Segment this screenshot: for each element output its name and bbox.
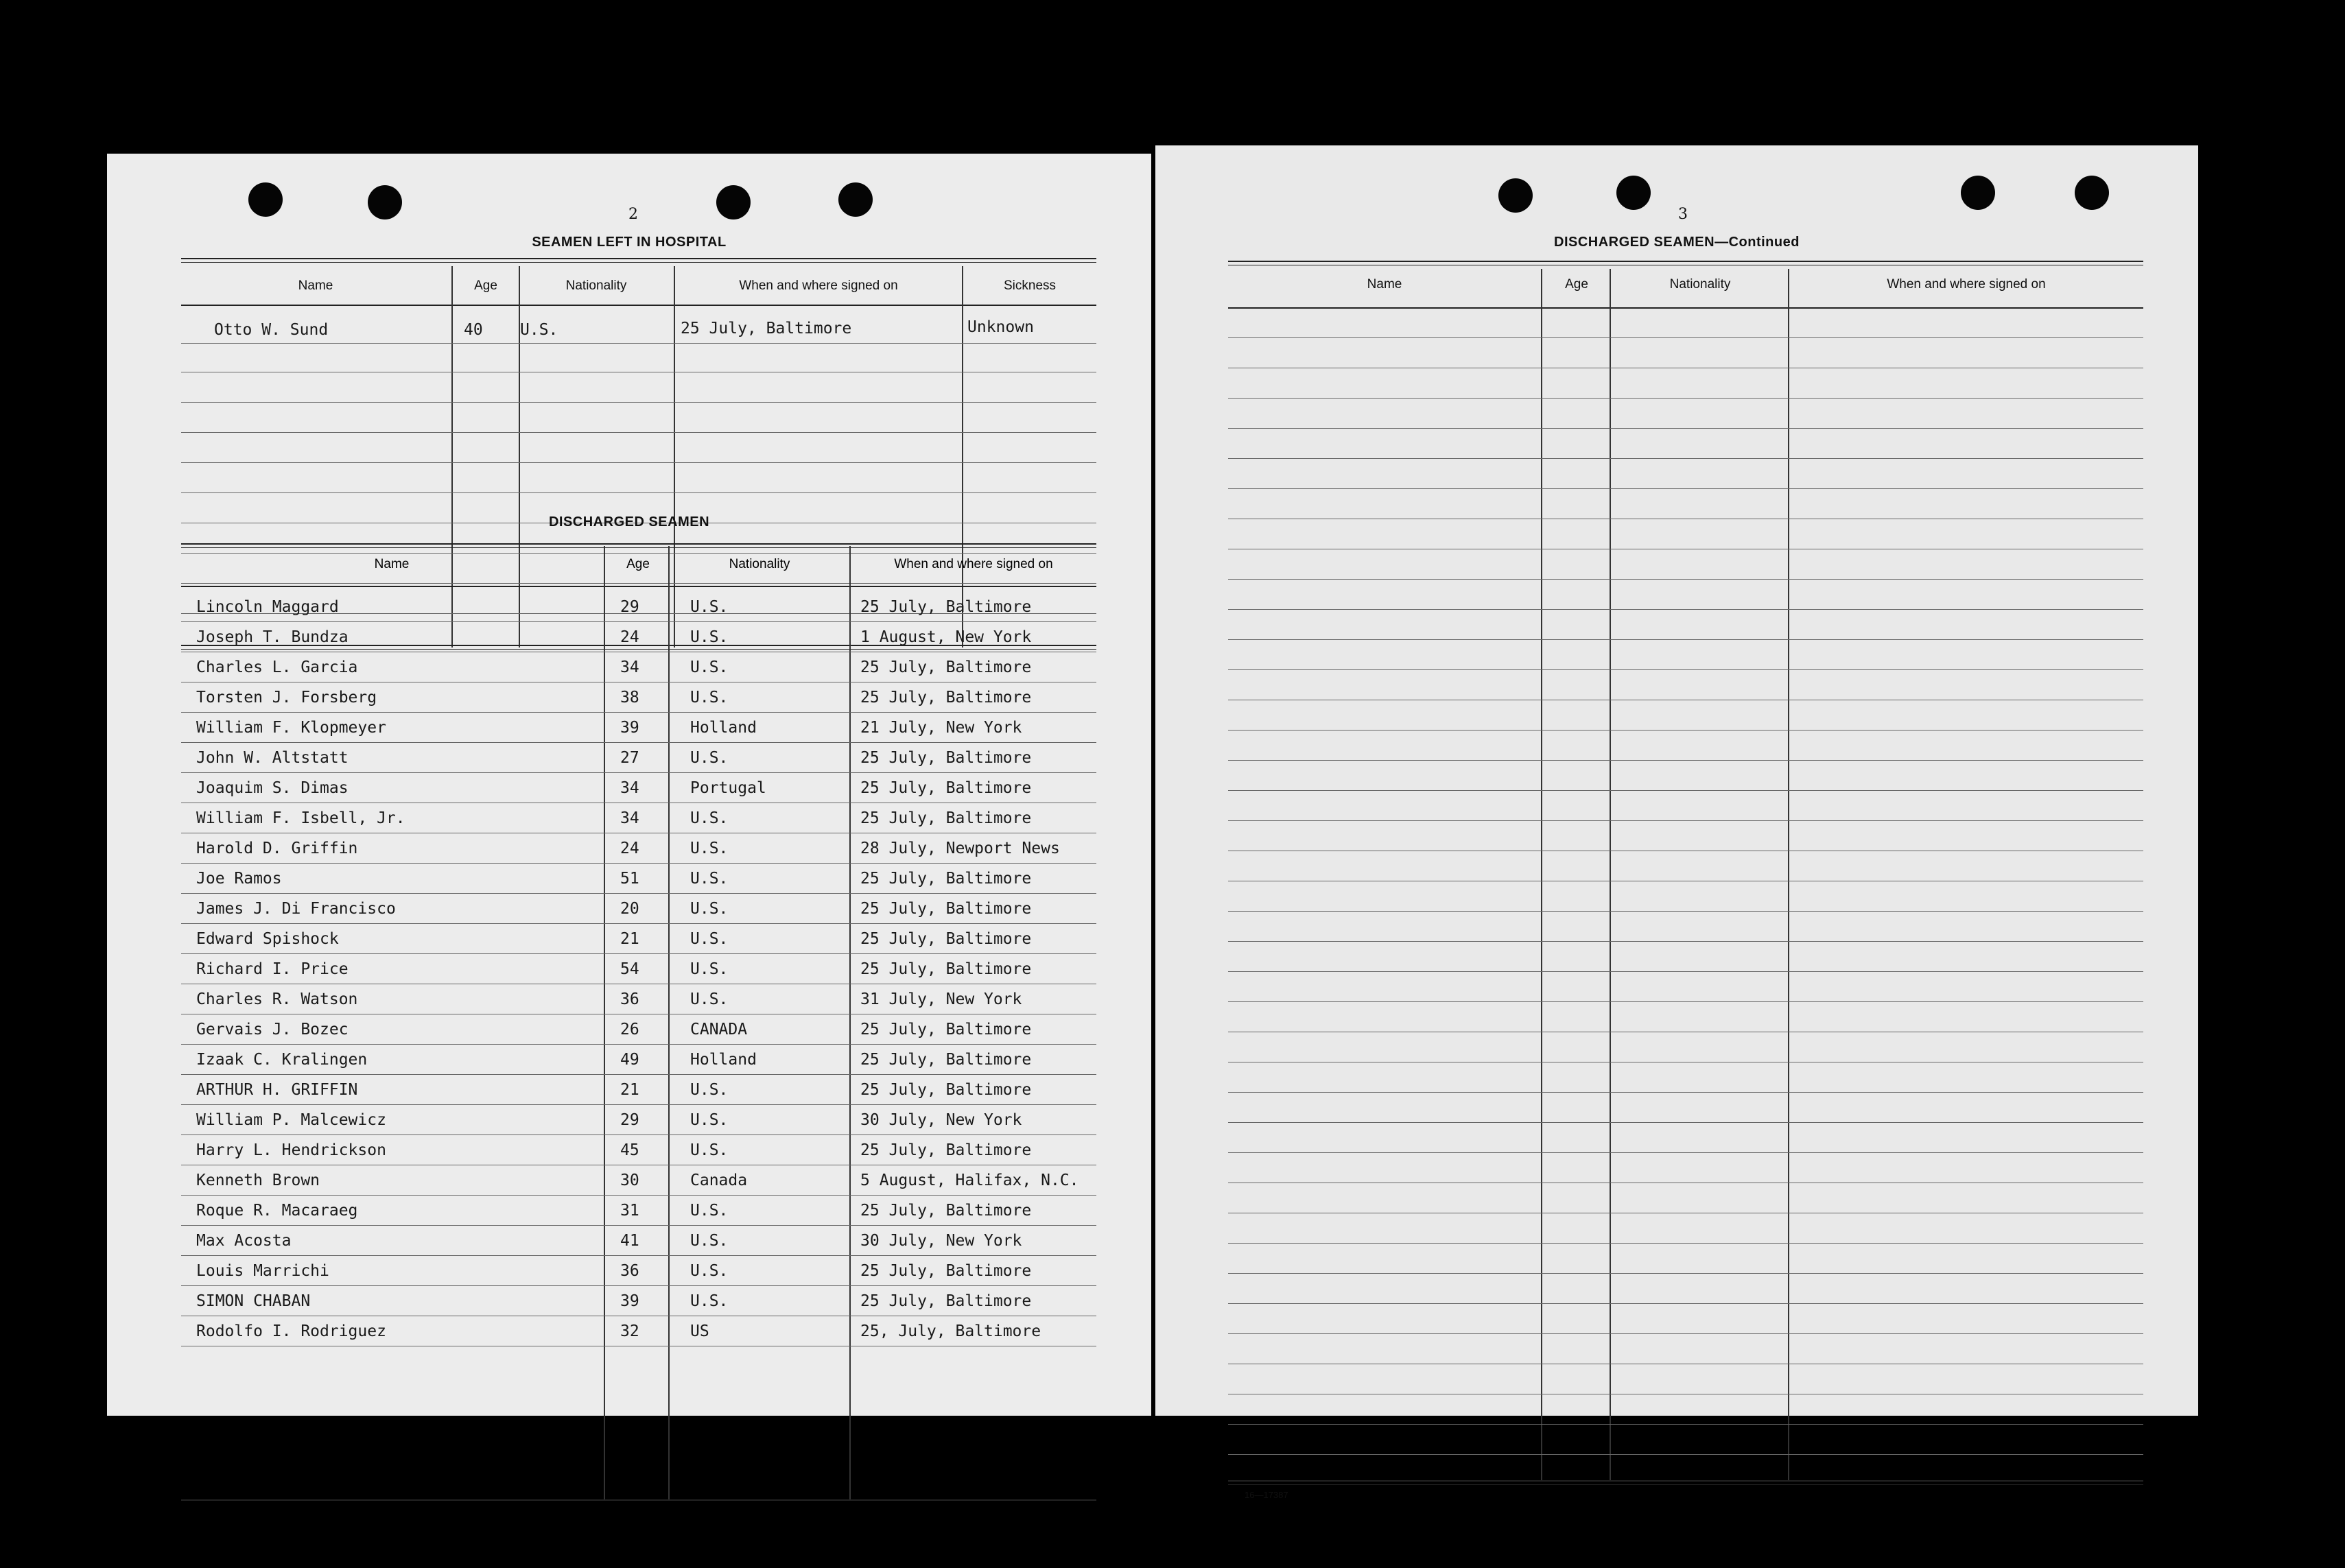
discharged-row-nationality: U.S. [690, 960, 729, 978]
row-rule [181, 1255, 1096, 1256]
discharged-row-signed: 25 July, Baltimore [860, 1202, 1032, 1220]
discharged-row-nationality: U.S. [690, 990, 729, 1008]
discharged-table [107, 154, 1151, 1519]
row-rule [181, 923, 1096, 924]
discharged-row-age: 20 [620, 900, 639, 918]
row-rule [1228, 579, 2143, 580]
form-number: 16—17387 [198, 1509, 241, 1519]
discharged-row-age: 30 [620, 1172, 639, 1189]
row-rule [1228, 1243, 2143, 1244]
row-rule [1228, 398, 2143, 399]
hospital-header-sickness: Sickness [1003, 278, 1057, 293]
discharged-row-age: 51 [620, 870, 639, 888]
row-rule [181, 893, 1096, 894]
discharged-row-signed: 25 July, Baltimore [860, 658, 1032, 676]
discharged-row-name: Max Acosta [196, 1232, 292, 1250]
discharged-row-signed: 21 July, New York [860, 719, 1022, 737]
discharged-row-age: 39 [620, 1292, 639, 1310]
discharged-row-nationality: US [690, 1322, 709, 1340]
hospital-header-signed: When and where signed on [739, 278, 898, 293]
discharged-header-nationality: Nationality [729, 557, 790, 571]
form-number: 16—17387 [1245, 1490, 1288, 1500]
discharged-row-nationality: U.S. [690, 1262, 729, 1280]
discharged-row-name: ARTHUR H. GRIFFIN [196, 1081, 358, 1099]
hospital-row-sickness: Unknown [967, 318, 1034, 336]
row-rule [1228, 1303, 2143, 1304]
row-rule [1228, 639, 2143, 640]
discharged-row-name: SIMON CHABAN [196, 1292, 311, 1310]
continued-note: [CONTINUED ON NEXT PAGE] [921, 1509, 1049, 1519]
discharged-row-name: Joaquim S. Dimas [196, 779, 349, 797]
row-rule [1228, 941, 2143, 942]
discharged-row-name: Joseph T. Bundza [196, 628, 349, 646]
discharged-row-signed: 25 July, Baltimore [860, 689, 1032, 706]
row-rule [181, 1074, 1096, 1075]
column-divider [849, 546, 851, 1499]
discharged-row-signed: 25 July, Baltimore [860, 598, 1032, 616]
column-divider [668, 546, 670, 1499]
continued-header-age: Age [1565, 277, 1588, 292]
row-rule [1228, 1092, 2143, 1093]
discharged-header-name: Name [374, 557, 410, 571]
discharged-row-name: Richard I. Price [196, 960, 349, 978]
discharged-row-nationality: U.S. [690, 870, 729, 888]
discharged-row-name: Kenneth Brown [196, 1172, 320, 1189]
continued-header-name: Name [1367, 277, 1402, 292]
discharged-row-age: 34 [620, 658, 639, 676]
discharged-row-age: 54 [620, 960, 639, 978]
row-rule [181, 1285, 1096, 1286]
discharged-row-signed: 25 July, Baltimore [860, 1051, 1032, 1069]
rule [1228, 1480, 2143, 1482]
continued-header-signed: When and where signed on [1887, 277, 2046, 292]
discharged-row-signed: 25 July, Baltimore [860, 900, 1032, 918]
hospital-header-age: Age [474, 278, 497, 293]
discharged-row-nationality: U.S. [690, 658, 729, 676]
discharged-row-age: 34 [620, 809, 639, 827]
discharged-section-title: DISCHARGED SEAMEN [548, 514, 710, 530]
row-rule [1228, 669, 2143, 670]
row-rule [181, 742, 1096, 743]
hospital-row-name: Otto W. Sund [214, 321, 329, 339]
discharged-row-age: 24 [620, 628, 639, 646]
discharged-row-signed: 25 July, Baltimore [860, 1081, 1032, 1099]
discharged-row-name: William F. Klopmeyer [196, 719, 386, 737]
discharged-row-nationality: Canada [690, 1172, 748, 1189]
rule [181, 586, 1096, 587]
row-rule [1228, 1001, 2143, 1002]
discharged-row-name: William P. Malcewicz [196, 1111, 386, 1129]
row-rule [1228, 790, 2143, 791]
discharged-row-signed: 25 July, Baltimore [860, 1021, 1032, 1038]
discharged-row-signed: 25 July, Baltimore [860, 749, 1032, 767]
row-rule [1228, 1273, 2143, 1274]
row-rule [181, 1195, 1096, 1196]
discharged-row-age: 39 [620, 719, 639, 737]
discharged-row-nationality: U.S. [690, 900, 729, 918]
discharged-row-nationality: U.S. [690, 1292, 729, 1310]
punch-hole [1961, 176, 1995, 210]
hospital-header-name: Name [298, 278, 333, 293]
discharged-row-name: Harry L. Hendrickson [196, 1141, 386, 1159]
discharged-row-signed: 25 July, Baltimore [860, 1262, 1032, 1280]
row-rule [1228, 337, 2143, 338]
discharged-row-age: 49 [620, 1051, 639, 1069]
discharged-header-age: Age [626, 557, 650, 571]
rule [181, 547, 1096, 548]
discharged-row-signed: 25 July, Baltimore [860, 960, 1032, 978]
discharged-row-name: Harold D. Griffin [196, 840, 358, 857]
row-rule [181, 1104, 1096, 1105]
discharged-row-age: 38 [620, 689, 639, 706]
hospital-row-nationality: U.S. [520, 321, 558, 339]
column-divider [1788, 269, 1789, 1480]
discharged-row-name: Louis Marrichi [196, 1262, 329, 1280]
row-rule [1228, 760, 2143, 761]
rule [1228, 1484, 2143, 1485]
discharged-row-age: 41 [620, 1232, 639, 1250]
row-rule [1228, 1424, 2143, 1425]
discharged-row-signed: 25 July, Baltimore [860, 1292, 1032, 1310]
row-rule [1228, 428, 2143, 429]
column-divider [1541, 269, 1542, 1480]
rule [181, 1499, 1096, 1501]
discharged-row-name: Charles R. Watson [196, 990, 358, 1008]
discharged-row-nationality: U.S. [690, 1081, 729, 1099]
hospital-section-title: SEAMEN LEFT IN HOSPITAL [532, 235, 727, 250]
column-divider [604, 546, 605, 1499]
discharged-row-nationality: Holland [690, 1051, 757, 1069]
discharged-row-signed: 25 July, Baltimore [860, 930, 1032, 948]
hospital-row-signed: 25 July, Baltimore [681, 320, 852, 337]
row-rule [181, 621, 1096, 622]
row-rule [181, 863, 1096, 864]
row-rule [1228, 1454, 2143, 1455]
discharged-row-name: Rodolfo I. Rodriguez [196, 1322, 386, 1340]
discharged-row-age: 24 [620, 840, 639, 857]
punch-hole [1616, 176, 1651, 210]
discharged-row-age: 32 [620, 1322, 639, 1340]
discharged-row-signed: 28 July, Newport News [860, 840, 1060, 857]
discharged-row-age: 34 [620, 779, 639, 797]
row-rule [181, 712, 1096, 713]
continued-header-nationality: Nationality [1669, 277, 1731, 292]
discharged-row-signed: 25 July, Baltimore [860, 1141, 1032, 1159]
discharged-row-age: 36 [620, 990, 639, 1008]
row-rule [1228, 609, 2143, 610]
discharged-row-signed: 1 August, New York [860, 628, 1032, 646]
column-divider [1610, 269, 1611, 1480]
discharged-row-signed: 25 July, Baltimore [860, 809, 1032, 827]
rule [181, 543, 1096, 545]
row-rule [1228, 971, 2143, 972]
row-rule [181, 1044, 1096, 1045]
right-page [1155, 145, 2198, 1500]
rule [1228, 261, 2143, 262]
discharged-row-age: 29 [620, 1111, 639, 1129]
discharged-row-nationality: CANADA [690, 1021, 748, 1038]
discharged-row-age: 21 [620, 930, 639, 948]
discharged-row-age: 29 [620, 598, 639, 616]
row-rule [1228, 1333, 2143, 1334]
discharged-row-name: John W. Altstatt [196, 749, 349, 767]
page-number: 3 [1678, 206, 1688, 223]
discharged-row-name: Edward Spishock [196, 930, 339, 948]
discharged-row-nationality: U.S. [690, 1111, 729, 1129]
discharged-row-nationality: U.S. [690, 1141, 729, 1159]
hospital-row-age: 40 [464, 321, 483, 339]
discharged-row-nationality: Portugal [690, 779, 766, 797]
discharged-row-age: 31 [620, 1202, 639, 1220]
discharged-row-signed: 30 July, New York [860, 1232, 1022, 1250]
discharged-row-age: 26 [620, 1021, 639, 1038]
discharged-row-nationality: U.S. [690, 689, 729, 706]
rule [1228, 307, 2143, 309]
row-rule [1228, 820, 2143, 821]
discharged-row-name: Charles L. Garcia [196, 658, 358, 676]
discharged-row-age: 21 [620, 1081, 639, 1099]
discharged-row-name: Izaak C. Kralingen [196, 1051, 368, 1069]
discharged-continued-title: DISCHARGED SEAMEN—Continued [1554, 235, 1800, 250]
discharged-row-nationality: U.S. [690, 628, 729, 646]
discharged-row-nationality: U.S. [690, 840, 729, 857]
discharged-row-name: Torsten J. Forsberg [196, 689, 377, 706]
discharged-row-signed: 5 August, Halifax, N.C. [860, 1172, 1079, 1189]
discharged-row-nationality: U.S. [690, 1232, 729, 1250]
discharged-row-age: 36 [620, 1262, 639, 1280]
discharged-row-name: Lincoln Maggard [196, 598, 339, 616]
discharged-row-signed: 25 July, Baltimore [860, 779, 1032, 797]
punch-hole [1498, 178, 1533, 213]
discharged-row-nationality: U.S. [690, 1202, 729, 1220]
discharged-row-age: 45 [620, 1141, 639, 1159]
punch-hole [2075, 176, 2109, 210]
discharged-row-name: James J. Di Francisco [196, 900, 396, 918]
row-rule [181, 1225, 1096, 1226]
discharged-row-name: Roque R. Macaraeg [196, 1202, 358, 1220]
row-rule [1228, 458, 2143, 459]
discharged-row-signed: 25, July, Baltimore [860, 1322, 1041, 1340]
discharged-row-signed: 30 July, New York [860, 1111, 1022, 1129]
discharged-header-signed: When and where signed on [894, 557, 1053, 571]
page-number: 2 [628, 206, 638, 223]
row-rule [1228, 911, 2143, 912]
discharged-row-signed: 31 July, New York [860, 990, 1022, 1008]
row-rule [181, 953, 1096, 954]
discharged-row-nationality: U.S. [690, 930, 729, 948]
row-rule [1228, 488, 2143, 489]
row-rule [1228, 1152, 2143, 1153]
discharged-row-age: 27 [620, 749, 639, 767]
discharged-row-name: Joe Ramos [196, 870, 282, 888]
discharged-row-nationality: U.S. [690, 598, 729, 616]
row-rule [1228, 1122, 2143, 1123]
discharged-row-nationality: Holland [690, 719, 757, 737]
hospital-header-nationality: Nationality [565, 278, 627, 293]
row-rule [181, 772, 1096, 773]
discharged-row-nationality: U.S. [690, 809, 729, 827]
discharged-row-signed: 25 July, Baltimore [860, 870, 1032, 888]
discharged-row-name: Gervais J. Bozec [196, 1021, 349, 1038]
discharged-row-nationality: U.S. [690, 749, 729, 767]
discharged-row-name: William F. Isbell, Jr. [196, 809, 405, 827]
